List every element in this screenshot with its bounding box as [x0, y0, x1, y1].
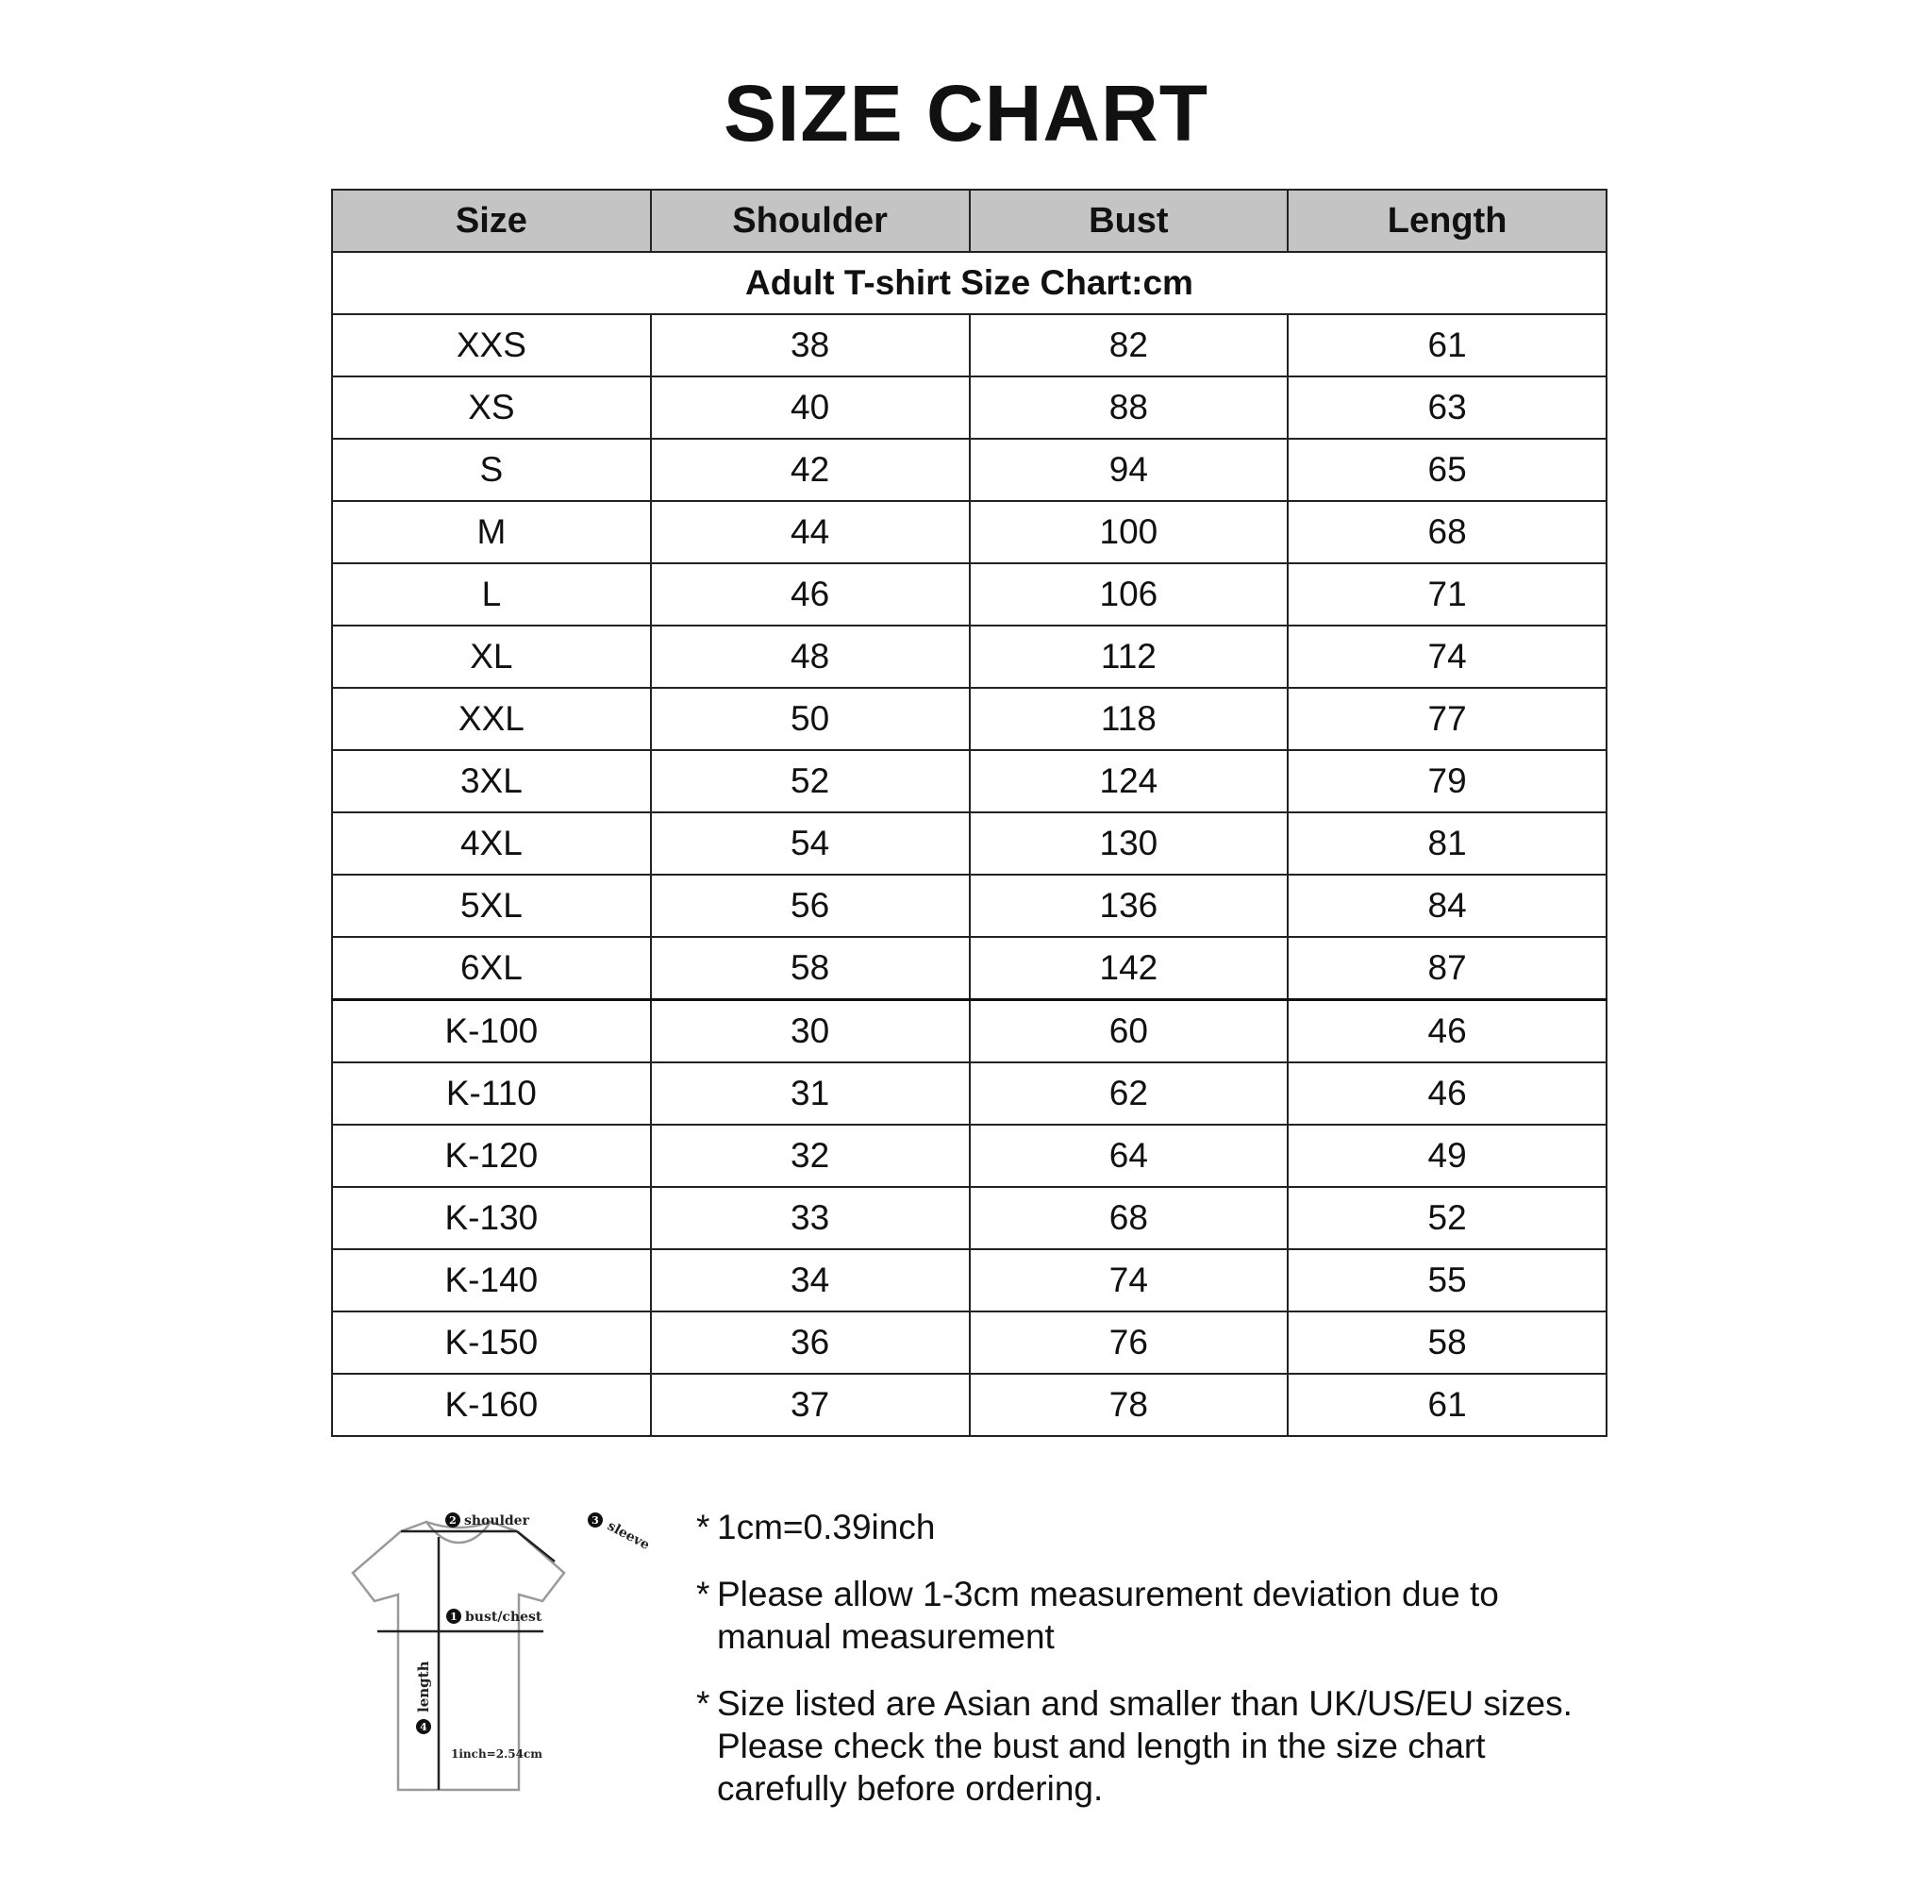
cell-shoulder: 37	[651, 1374, 970, 1436]
note-bullet: *	[696, 1575, 710, 1613]
length-number: 4	[420, 1721, 427, 1733]
cell-length: 46	[1288, 1062, 1607, 1125]
table-row	[332, 314, 1607, 376]
cell-shoulder: 54	[651, 812, 970, 875]
cell-bust: 130	[970, 812, 1289, 875]
cell-bust: 60	[970, 1000, 1289, 1063]
cell-shoulder: 40	[651, 376, 970, 439]
table-row	[332, 563, 1607, 626]
cell-size: K-140	[332, 1249, 651, 1311]
cell-size: 6XL	[332, 937, 651, 1000]
cell-size: 5XL	[332, 875, 651, 937]
header-bust: Bust	[970, 190, 1289, 252]
cell-length: 68	[1288, 501, 1607, 563]
table-caption-row	[332, 252, 1607, 314]
note-line: manual measurement	[717, 1617, 1055, 1656]
cell-bust: 100	[970, 501, 1289, 563]
cell-length: 49	[1288, 1125, 1607, 1187]
table-row	[332, 1125, 1607, 1187]
cell-bust: 142	[970, 937, 1289, 1000]
cell-length: 77	[1288, 688, 1607, 750]
cell-length: 74	[1288, 626, 1607, 688]
cell-length: 81	[1288, 812, 1607, 875]
cell-bust: 68	[970, 1187, 1289, 1249]
cell-shoulder: 30	[651, 1000, 970, 1063]
table-row	[332, 376, 1607, 439]
table-row	[332, 937, 1607, 1000]
cell-shoulder: 33	[651, 1187, 970, 1249]
cell-length: 87	[1288, 937, 1607, 1000]
cell-bust: 88	[970, 376, 1289, 439]
cell-size: L	[332, 563, 651, 626]
sleeve-line	[517, 1531, 555, 1562]
table-row	[332, 1374, 1607, 1436]
cell-shoulder: 52	[651, 750, 970, 812]
cell-length: 84	[1288, 875, 1607, 937]
note-text	[717, 1573, 1658, 1658]
cell-shoulder: 56	[651, 875, 970, 937]
page-title: SIZE CHART	[724, 69, 1208, 158]
table-row	[332, 875, 1607, 937]
note-text	[717, 1682, 1658, 1810]
note-asian-sizes	[696, 1682, 1658, 1810]
cell-length: 61	[1288, 314, 1607, 376]
cell-bust: 124	[970, 750, 1289, 812]
cell-bust: 76	[970, 1311, 1289, 1374]
cell-size: K-110	[332, 1062, 651, 1125]
cell-shoulder: 44	[651, 501, 970, 563]
length-label: length	[415, 1661, 432, 1712]
table-row	[332, 501, 1607, 563]
cell-length: 52	[1288, 1187, 1607, 1249]
note-bullet: *	[696, 1684, 710, 1723]
cell-shoulder: 38	[651, 314, 970, 376]
note-line: 1cm=0.39inch	[717, 1508, 936, 1546]
cell-bust: 118	[970, 688, 1289, 750]
cell-length: 63	[1288, 376, 1607, 439]
header-length: Length	[1288, 190, 1607, 252]
sleeve-number: 3	[591, 1514, 599, 1527]
bust-number: 1	[450, 1611, 458, 1623]
cell-size: S	[332, 439, 651, 501]
cell-size: K-120	[332, 1125, 651, 1187]
cell-bust: 78	[970, 1374, 1289, 1436]
bust-label: bust/chest	[465, 1610, 542, 1625]
table-row	[332, 1187, 1607, 1249]
cell-length: 55	[1288, 1249, 1607, 1311]
cell-size: K-150	[332, 1311, 651, 1374]
cell-size: K-100	[332, 1000, 651, 1063]
table-row	[332, 688, 1607, 750]
cell-shoulder: 58	[651, 937, 970, 1000]
shoulder-number: 2	[449, 1514, 457, 1527]
cell-shoulder: 32	[651, 1125, 970, 1187]
cell-size: K-160	[332, 1374, 651, 1436]
table-row	[332, 626, 1607, 688]
table-row	[332, 812, 1607, 875]
conversion-label: 1inch=2.54cm	[451, 1747, 542, 1761]
size-table	[331, 189, 1607, 1437]
cell-size: XL	[332, 626, 651, 688]
header-shoulder: Shoulder	[651, 190, 970, 252]
cell-shoulder: 48	[651, 626, 970, 688]
table-header-row	[332, 190, 1607, 252]
cell-length: 65	[1288, 439, 1607, 501]
cell-length: 46	[1288, 1000, 1607, 1063]
cell-bust: 106	[970, 563, 1289, 626]
note-text	[717, 1506, 1658, 1548]
cell-bust: 74	[970, 1249, 1289, 1311]
cell-bust: 62	[970, 1062, 1289, 1125]
table-row	[332, 1249, 1607, 1311]
table-row	[332, 1062, 1607, 1125]
cell-size: XXS	[332, 314, 651, 376]
cell-shoulder: 42	[651, 439, 970, 501]
note-bullet: *	[696, 1508, 710, 1546]
table-row	[332, 1000, 1607, 1063]
cell-size: 4XL	[332, 812, 651, 875]
cell-size: K-130	[332, 1187, 651, 1249]
tshirt-measurement-diagram	[330, 1505, 656, 1816]
cell-size: 3XL	[332, 750, 651, 812]
notes	[696, 1506, 1658, 1834]
cell-shoulder: 36	[651, 1311, 970, 1374]
cell-shoulder: 50	[651, 688, 970, 750]
table-caption: Adult T-shirt Size Chart:cm	[332, 252, 1607, 314]
note-line: Size listed are Asian and smaller than UK/US/EU sizes.	[717, 1684, 1573, 1723]
cell-length: 58	[1288, 1311, 1607, 1374]
note-line: Please check the bust and length in the size chart	[717, 1727, 1486, 1765]
cell-shoulder: 31	[651, 1062, 970, 1125]
cell-bust: 136	[970, 875, 1289, 937]
note-deviation	[696, 1573, 1658, 1658]
cell-bust: 82	[970, 314, 1289, 376]
cell-bust: 94	[970, 439, 1289, 501]
header-size: Size	[332, 190, 651, 252]
table-row	[332, 750, 1607, 812]
note-conversion	[696, 1506, 1658, 1548]
cell-bust: 64	[970, 1125, 1289, 1187]
table-row	[332, 1311, 1607, 1374]
shoulder-label: shoulder	[464, 1513, 529, 1528]
sleeve-label: sleeve	[605, 1518, 653, 1554]
cell-shoulder: 34	[651, 1249, 970, 1311]
note-line: carefully before ordering.	[717, 1769, 1104, 1808]
cell-length: 79	[1288, 750, 1607, 812]
cell-length: 71	[1288, 563, 1607, 626]
cell-shoulder: 46	[651, 563, 970, 626]
cell-length: 61	[1288, 1374, 1607, 1436]
note-line: Please allow 1-3cm measurement deviation due to	[717, 1575, 1499, 1613]
table-row	[332, 439, 1607, 501]
cell-size: XXL	[332, 688, 651, 750]
cell-size: M	[332, 501, 651, 563]
cell-bust: 112	[970, 626, 1289, 688]
cell-size: XS	[332, 376, 651, 439]
